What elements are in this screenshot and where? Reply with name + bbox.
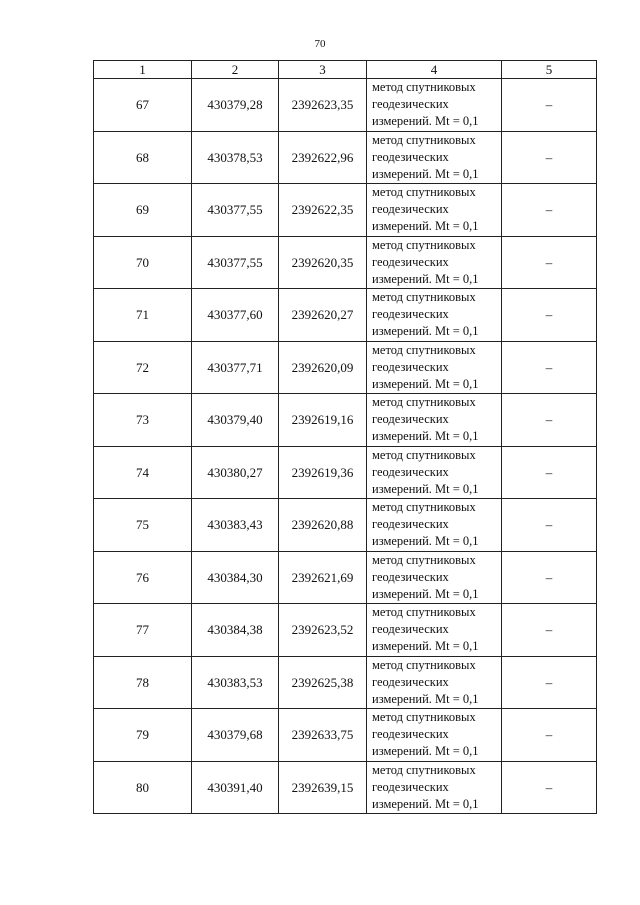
method-line: измерений. Mt = 0,1 <box>372 271 479 286</box>
note-cell: – <box>502 184 597 237</box>
table-row <box>94 604 597 657</box>
method-cell <box>367 551 502 604</box>
table-row <box>94 79 597 132</box>
method-cell <box>367 446 502 499</box>
note-cell: – <box>502 551 597 604</box>
method-line: геодезических <box>372 779 449 794</box>
point-number-cell: 73 <box>94 394 192 447</box>
y-coordinate-cell: 2392619,16 <box>279 394 367 447</box>
method-line: геодезических <box>372 149 449 164</box>
method-cell <box>367 236 502 289</box>
table-row <box>94 131 597 184</box>
method-cell <box>367 394 502 447</box>
method-line: измерений. Mt = 0,1 <box>372 376 479 391</box>
table-row <box>94 394 597 447</box>
x-coordinate-cell: 430384,38 <box>192 604 279 657</box>
method-line: геодезических <box>372 517 449 532</box>
note-cell: – <box>502 79 597 132</box>
point-number-cell: 68 <box>94 131 192 184</box>
method-line: геодезических <box>372 622 449 637</box>
table-row <box>94 341 597 394</box>
method-line: метод спутниковых <box>372 500 476 515</box>
column-header: 1 <box>94 61 192 79</box>
method-line: измерений. Mt = 0,1 <box>372 534 479 549</box>
point-number-cell: 75 <box>94 499 192 552</box>
y-coordinate-cell: 2392620,09 <box>279 341 367 394</box>
x-coordinate-cell: 430384,30 <box>192 551 279 604</box>
column-header: 3 <box>279 61 367 79</box>
column-header: 4 <box>367 61 502 79</box>
y-coordinate-cell: 2392622,35 <box>279 184 367 237</box>
method-line: метод спутниковых <box>372 710 476 725</box>
x-coordinate-cell: 430378,53 <box>192 131 279 184</box>
method-line: метод спутниковых <box>372 185 476 200</box>
method-line: измерений. Mt = 0,1 <box>372 744 479 759</box>
x-coordinate-cell: 430380,27 <box>192 446 279 499</box>
table-row <box>94 289 597 342</box>
x-coordinate-cell: 430377,71 <box>192 341 279 394</box>
method-line: геодезических <box>372 674 449 689</box>
method-line: измерений. Mt = 0,1 <box>372 219 479 234</box>
coordinates-table <box>93 60 597 814</box>
method-line: геодезических <box>372 464 449 479</box>
point-number-cell: 72 <box>94 341 192 394</box>
table-row <box>94 761 597 814</box>
method-cell <box>367 289 502 342</box>
method-cell <box>367 184 502 237</box>
point-number-cell: 69 <box>94 184 192 237</box>
point-number-cell: 67 <box>94 79 192 132</box>
method-cell <box>367 604 502 657</box>
note-cell: – <box>502 709 597 762</box>
method-line: геодезических <box>372 412 449 427</box>
y-coordinate-cell: 2392623,35 <box>279 79 367 132</box>
table-row <box>94 236 597 289</box>
method-cell <box>367 341 502 394</box>
column-header: 5 <box>502 61 597 79</box>
table-row <box>94 499 597 552</box>
method-line: метод спутниковых <box>372 657 476 672</box>
table-row <box>94 184 597 237</box>
point-number-cell: 80 <box>94 761 192 814</box>
x-coordinate-cell: 430383,53 <box>192 656 279 709</box>
table-row <box>94 551 597 604</box>
method-line: метод спутниковых <box>372 237 476 252</box>
note-cell: – <box>502 761 597 814</box>
method-cell <box>367 499 502 552</box>
method-line: измерений. Mt = 0,1 <box>372 796 479 811</box>
y-coordinate-cell: 2392621,69 <box>279 551 367 604</box>
method-line: метод спутниковых <box>372 605 476 620</box>
method-line: измерений. Mt = 0,1 <box>372 691 479 706</box>
method-line: геодезических <box>372 202 449 217</box>
y-coordinate-cell: 2392620,35 <box>279 236 367 289</box>
y-coordinate-cell: 2392633,75 <box>279 709 367 762</box>
method-cell <box>367 79 502 132</box>
note-cell: – <box>502 289 597 342</box>
method-line: измерений. Mt = 0,1 <box>372 429 479 444</box>
point-number-cell: 71 <box>94 289 192 342</box>
y-coordinate-cell: 2392620,88 <box>279 499 367 552</box>
x-coordinate-cell: 430377,60 <box>192 289 279 342</box>
method-line: геодезических <box>372 359 449 374</box>
x-coordinate-cell: 430391,40 <box>192 761 279 814</box>
point-number-cell: 77 <box>94 604 192 657</box>
method-line: метод спутниковых <box>372 290 476 305</box>
column-header: 2 <box>192 61 279 79</box>
note-cell: – <box>502 604 597 657</box>
method-cell <box>367 131 502 184</box>
method-line: геодезических <box>372 569 449 584</box>
x-coordinate-cell: 430379,28 <box>192 79 279 132</box>
method-line: измерений. Mt = 0,1 <box>372 586 479 601</box>
method-line: метод спутниковых <box>372 342 476 357</box>
x-coordinate-cell: 430377,55 <box>192 236 279 289</box>
method-line: измерений. Mt = 0,1 <box>372 639 479 654</box>
method-line: метод спутниковых <box>372 80 476 95</box>
method-line: измерений. Mt = 0,1 <box>372 114 479 129</box>
note-cell: – <box>502 394 597 447</box>
table-header-row <box>94 61 597 79</box>
y-coordinate-cell: 2392625,38 <box>279 656 367 709</box>
y-coordinate-cell: 2392620,27 <box>279 289 367 342</box>
note-cell: – <box>502 236 597 289</box>
note-cell: – <box>502 499 597 552</box>
method-cell <box>367 761 502 814</box>
y-coordinate-cell: 2392639,15 <box>279 761 367 814</box>
method-line: геодезических <box>372 97 449 112</box>
point-number-cell: 70 <box>94 236 192 289</box>
method-line: метод спутниковых <box>372 762 476 777</box>
x-coordinate-cell: 430383,43 <box>192 499 279 552</box>
page-number: 70 <box>314 38 326 50</box>
y-coordinate-cell: 2392619,36 <box>279 446 367 499</box>
table-row <box>94 709 597 762</box>
method-line: метод спутниковых <box>372 132 476 147</box>
method-line: метод спутниковых <box>372 395 476 410</box>
table-row <box>94 446 597 499</box>
x-coordinate-cell: 430377,55 <box>192 184 279 237</box>
point-number-cell: 76 <box>94 551 192 604</box>
x-coordinate-cell: 430379,68 <box>192 709 279 762</box>
method-line: геодезических <box>372 254 449 269</box>
table-row <box>94 656 597 709</box>
method-line: геодезических <box>372 307 449 322</box>
method-line: измерений. Mt = 0,1 <box>372 324 479 339</box>
y-coordinate-cell: 2392623,52 <box>279 604 367 657</box>
method-line: метод спутниковых <box>372 552 476 567</box>
point-number-cell: 79 <box>94 709 192 762</box>
note-cell: – <box>502 131 597 184</box>
method-cell <box>367 709 502 762</box>
method-line: геодезических <box>372 727 449 742</box>
note-cell: – <box>502 446 597 499</box>
point-number-cell: 74 <box>94 446 192 499</box>
method-cell <box>367 656 502 709</box>
method-line: измерений. Mt = 0,1 <box>372 166 479 181</box>
note-cell: – <box>502 656 597 709</box>
point-number-cell: 78 <box>94 656 192 709</box>
method-line: метод спутниковых <box>372 447 476 462</box>
method-line: измерений. Mt = 0,1 <box>372 481 479 496</box>
note-cell: – <box>502 341 597 394</box>
x-coordinate-cell: 430379,40 <box>192 394 279 447</box>
y-coordinate-cell: 2392622,96 <box>279 131 367 184</box>
